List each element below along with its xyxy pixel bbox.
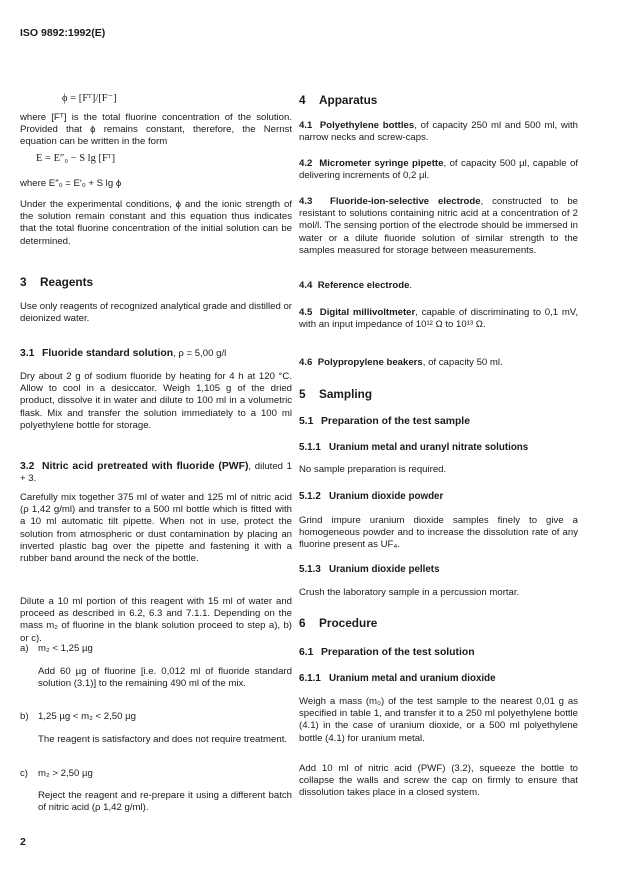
item-4-1: [299, 120, 578, 144]
item-4-3: [299, 196, 578, 257]
formula-phi: ϕ = [Fᵀ]/[F⁻]: [62, 93, 117, 104]
item-text: , of capacity 250 ml and 500 ml, with narrow necks and screw-caps.: [299, 120, 578, 144]
item-title: Micrometer syringe pipette: [319, 158, 444, 169]
subsection-number: 3.1: [20, 348, 35, 359]
subsection-title: Uranium dioxide powder: [329, 491, 444, 502]
subsection-number: 5.1: [299, 416, 314, 427]
section-title: Apparatus: [319, 93, 378, 107]
subsection-number: 5.1.2: [299, 491, 321, 502]
item-4-5: [299, 307, 578, 331]
section-title: Procedure: [319, 616, 378, 630]
item-title: Digital millivoltmeter: [319, 307, 416, 318]
item-text: , of capacity 500 µl, capable of delivering increments of 0,2 µl.: [299, 158, 578, 182]
subsection-3-1-heading: [20, 347, 292, 360]
paragraph-total-fluorine: where [Fᵀ] is the total fluorine concentration of the solution. Provided that ϕ remains constant, therefore, the Nernst equation can be written in the form: [20, 112, 292, 148]
item-4-2: [299, 158, 578, 182]
paragraph-where-e: where E″₀ = E′₀ + S lg ϕ: [20, 178, 122, 189]
item-text: , of capacity 50 ml.: [422, 357, 503, 368]
subsection-number: 6.1: [299, 647, 314, 658]
step-a-label: a): [20, 643, 29, 654]
formula-nernst: E = E″₀ − S lg [Fᵀ]: [36, 153, 116, 164]
section-number: 5: [299, 387, 306, 401]
step-c-text: Reject the reagent and re-prepare it using a different batch of nitric acid (ρ 1,42 g/ml).: [38, 790, 292, 814]
step-a-text: Add 60 µg of fluorine [i.e. 0,012 ml of fluoride standard solution (3.1)] to the remaining 490 ml of the mix.: [38, 666, 292, 690]
section-title: Sampling: [319, 387, 373, 401]
section-title: Reagents: [40, 275, 94, 289]
subsection-heading-6-1-1: [299, 673, 496, 685]
subsection-heading-5-1-3: [299, 564, 440, 576]
subsection-number: 5.1.1: [299, 442, 321, 453]
section-heading-procedure: [299, 616, 377, 630]
item-number: 4.1: [299, 120, 313, 131]
subsection-title: Fluoride standard solution: [42, 348, 174, 359]
section-heading-sampling: [299, 387, 372, 401]
paragraph-5-1-2: Grind impure uranium dioxide samples finely to give a homogeneous powder and to increase the dissolution rate of any fluorine present as UF₄.: [299, 515, 578, 551]
paragraph-6-1-1: Weigh a mass (m₀) of the test sample to the nearest 0,01 g as specified in table 1, and transfer it to a 250 ml polyethylene bottle (4.1) in the case of uranium dioxide, or a 500 ml polyethylene bottle (4.1) for uranium metal.: [299, 696, 578, 744]
subsection-number: 3.2: [20, 461, 35, 472]
paragraph-dilute: Dilute a 10 ml portion of this reagent with 15 ml of water and proceed as described in 6.2, 6.3 and 7.1.1. Depending on the mass m₂ of fluorine in the blank solution proceed to step a), b) or c).: [20, 596, 292, 644]
item-text: , constructed to be resistant to solutions containing nitric acid at a concentration of 2 mol/l. The sensing portion of the electrode should be immersed in water or a dilute fluoride solution of similar strength to the samples measured for storage between measurements.: [299, 196, 578, 256]
step-c-condition: m₂ > 2,50 µg: [38, 768, 93, 779]
item-number: 4.4: [299, 280, 313, 291]
subsection-heading-5-1-1: [299, 442, 528, 454]
item-4-4: [299, 280, 578, 292]
paragraph-6-1-1-continued: Add 10 ml of nitric acid (PWF) (3.2), squeeze the bottle to collapse the walls and screw the cap on firmly to ensure that dissolution takes place in a closed system.: [299, 763, 578, 799]
paragraph-5-1-1: No sample preparation is required.: [299, 464, 447, 475]
subsection-title: Nitric acid pretreated with fluoride (PWF): [42, 461, 249, 472]
section-heading-apparatus: [299, 93, 377, 107]
subsection-title: Uranium dioxide pellets: [329, 564, 440, 575]
subsection-detail: , ρ = 5,00 g/l: [173, 348, 227, 359]
item-4-6: [299, 357, 578, 369]
paragraph-5-1-3: Crush the laboratory sample in a percussion mortar.: [299, 587, 520, 598]
item-number: 4.3: [299, 196, 313, 207]
paragraph-reagents: Use only reagents of recognized analytical grade and distilled or deionized water.: [20, 301, 292, 325]
item-number: 4.2: [299, 158, 313, 169]
subsection-heading-5-1-2: [299, 491, 443, 503]
section-heading-reagents: [20, 275, 93, 289]
subsection-title: Preparation of the test sample: [321, 416, 470, 427]
subsection-heading-5-1: [299, 415, 470, 428]
page-number: 2: [20, 836, 26, 848]
step-b-condition: 1,25 µg < m₂ < 2,50 µg: [38, 711, 136, 722]
step-a-condition: m₂ < 1,25 µg: [38, 643, 93, 654]
item-number: 4.5: [299, 307, 313, 318]
paragraph-conditions: Under the experimental conditions, ϕ and the ionic strength of the solution remain constant and this equation thus indicates that the total fluorine concentration of the initial solution can be determined.: [20, 199, 292, 247]
subsection-3-2-heading: [20, 460, 292, 485]
step-b-label: b): [20, 711, 29, 722]
item-title: Polyethylene bottles: [319, 120, 415, 131]
subsection-heading-6-1: [299, 646, 475, 659]
step-b-text: The reagent is satisfactory and does not require treatment.: [38, 734, 288, 745]
subsection-number: 6.1.1: [299, 673, 321, 684]
item-text: , capable of discriminating to 0,1 mV, with an input impedance of 10¹² Ω to 10¹³ Ω.: [299, 307, 578, 331]
step-c-label: c): [20, 768, 28, 779]
item-title: Fluoride-ion-selective electrode: [329, 196, 481, 207]
subsection-detail: , diluted 1 + 3.: [20, 461, 292, 485]
item-title: Reference electrode: [317, 280, 410, 291]
section-number: 4: [299, 93, 306, 107]
paragraph-3-2: Carefully mix together 375 ml of water and 125 ml of nitric acid (ρ 1,42 g/ml) and transfer to a 500 ml bottle which is fitted with a 10 ml automatic tilt pipette. When not in use, protect the solution from atmospheric or dust contamination by placing an inverted plastic bag over the pipette and fastening it with a rubber band around the neck of the bottle.: [20, 492, 292, 565]
item-number: 4.6: [299, 357, 313, 368]
subsection-title: Uranium metal and uranium dioxide: [329, 673, 496, 684]
section-number: 3: [20, 275, 27, 289]
paragraph-3-1: Dry about 2 g of sodium fluoride by heating for 4 h at 120 °C. Allow to cool in a desiccator. Weigh 1,105 g of the dried product, dissolve it in water and dilute to 100 ml in a volumetric flask. Mix and transfer the solution immediately to a 100 ml polyethylene bottle for storage.: [20, 371, 292, 431]
item-text: .: [409, 280, 413, 291]
item-title: Polypropylene beakers: [317, 357, 423, 368]
subsection-number: 5.1.3: [299, 564, 321, 575]
standard-header: ISO 9892:1992(E): [20, 27, 106, 39]
subsection-title: Uranium metal and uranyl nitrate solutions: [329, 442, 529, 453]
section-number: 6: [299, 616, 306, 630]
subsection-title: Preparation of the test solution: [321, 647, 475, 658]
